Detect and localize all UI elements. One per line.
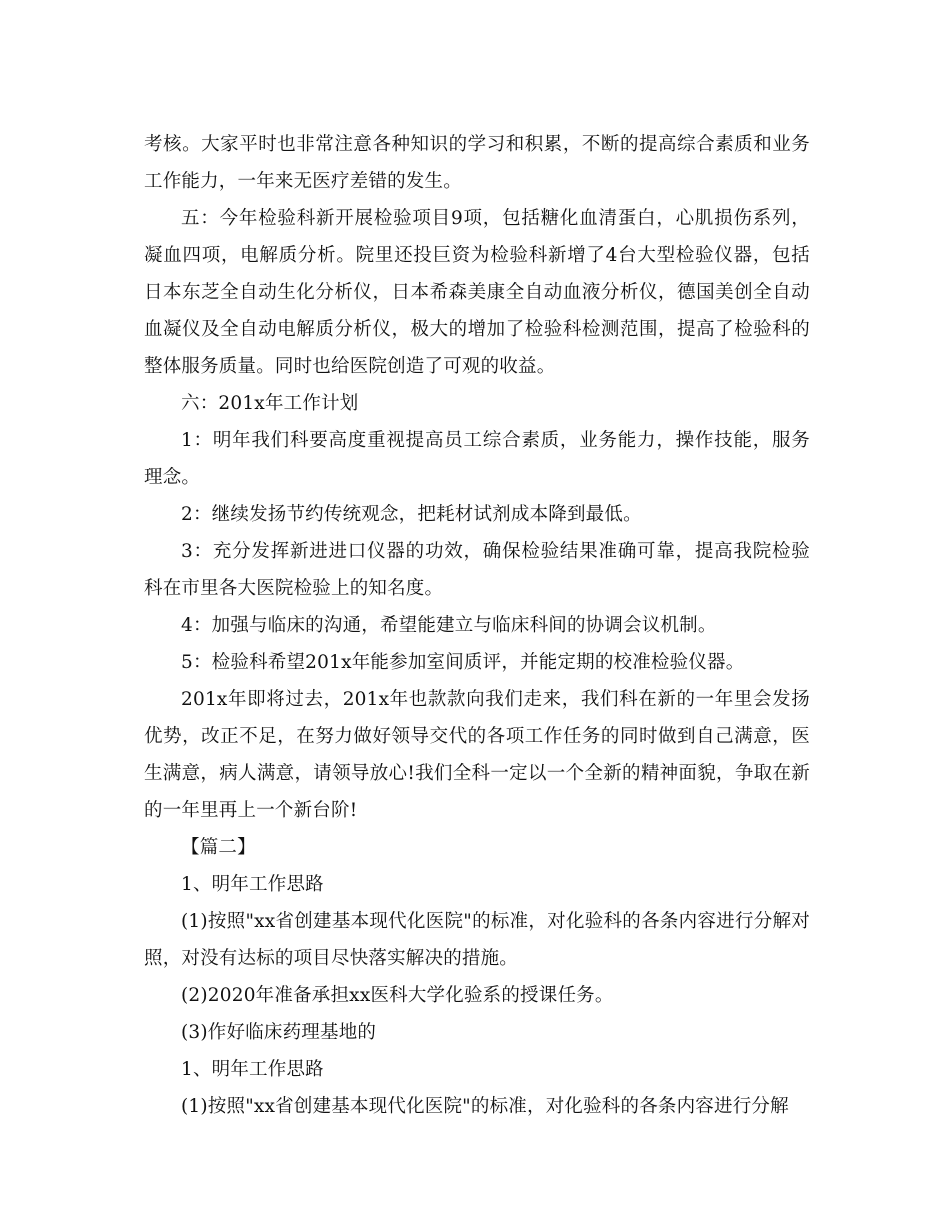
paragraph-2: 五：今年检验科新开展检验项目9项，包括糖化血清蛋白，心肌损伤系列，凝血四项，电解质分析。院里还投巨资为检验科新增了4台大型检验仪器，包括日本东芝全自动生化分析仪，日本希森美康全自动血液分析仪，德国美创全自动血凝仪及全自动电解质分析仪，极大的增加了检验科检测范围，提高了检验科的整体服务质量。同时也给医院创造了可观的收益。: [144, 208, 810, 377]
paragraph-12: (1)按照"xx省创建基本现代化医院"的标准，对化验科的各条内容进行分解对照，对没有达标的项目尽快落实解决的措施。: [144, 911, 810, 969]
paragraph-13: (2)2020年准备承担xx医科大学化验系的授课任务。: [181, 985, 614, 1006]
section-heading: 【篇二】: [181, 837, 256, 858]
paragraph-7: 4：加强与临床的沟通，希望能建立与临床科间的协调会议机制。: [181, 615, 717, 636]
document-body: [144, 126, 810, 1125]
paragraph-14: (3)作好临床药理基地的: [181, 1022, 377, 1043]
paragraph-3: 六：201x年工作计划: [181, 393, 359, 414]
paragraph-11: 1、明年工作思路: [181, 874, 324, 895]
paragraph-1: 考核。大家平时也非常注意各种知识的学习和积累，不断的提高综合素质和业务工作能力，一年来无医疗差错的发生。: [144, 134, 810, 192]
paragraph-5: 2：继续发扬节约传统观念，把耗材试剂成本降到最低。: [181, 504, 642, 525]
paragraph-8: 5：检验科希望201x年能参加室间质评，并能定期的校准检验仪器。: [181, 652, 745, 673]
paragraph-6: 3：充分发挥新进进口仪器的功效，确保检验结果准确可靠，提高我院检验科在市里各大医院检验上的知名度。: [144, 541, 810, 599]
paragraph-9: 201x年即将过去，201x年也款款向我们走来，我们科在新的一年里会发扬优势，改正不足，在努力做好领导交代的各项工作任务的同时做到自己满意，医生满意，病人满意，请领导放心!我们全科一定以一个全新的精神面貌，争取在新的一年里再上一个新台阶!: [144, 689, 810, 821]
paragraph-15: 1、明年工作思路: [181, 1059, 324, 1080]
paragraph-16: (1)按照"xx省创建基本现代化医院"的标准，对化验科的各条内容进行分解: [181, 1096, 789, 1117]
paragraph-4: 1：明年我们科要高度重视提高员工综合素质，业务能力，操作技能，服务理念。: [144, 430, 810, 488]
